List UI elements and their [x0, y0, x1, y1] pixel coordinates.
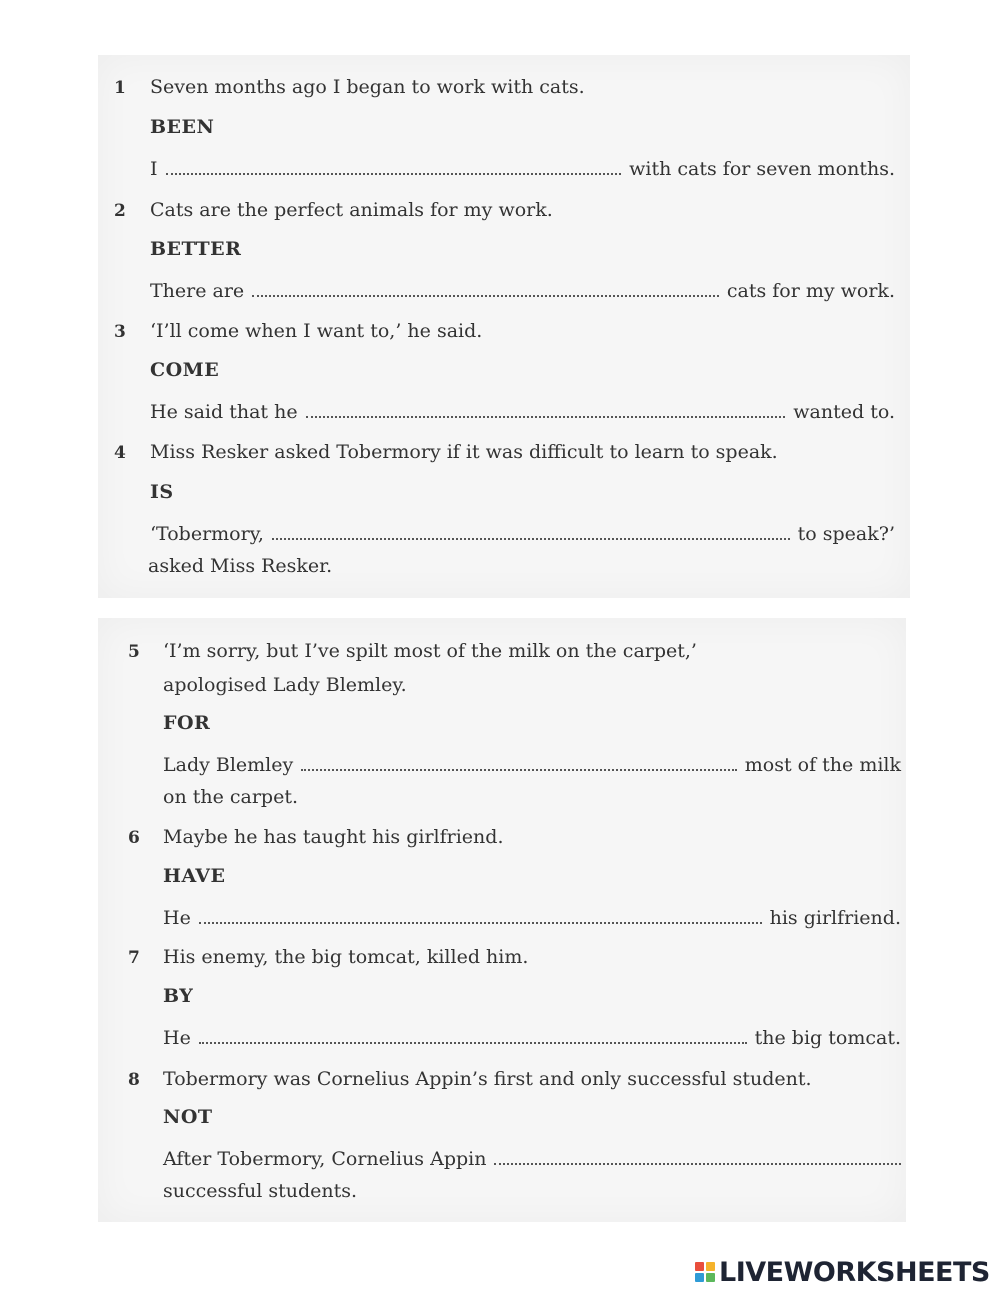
item-sentence: ‘I’ll come when I want to,’ he said.	[150, 320, 483, 342]
item-number: 6	[128, 828, 140, 848]
item-keyword: BEEN	[150, 116, 215, 138]
item-sentence: Seven months ago I began to work with cats.	[150, 76, 585, 98]
answer-end: most of the milk	[744, 754, 901, 776]
answer-line	[150, 522, 895, 546]
answer-end: wanted to.	[793, 401, 895, 423]
answer-start: Lady Blemley	[163, 754, 294, 776]
item-number: 7	[128, 948, 140, 968]
answer-blank[interactable]	[199, 1027, 747, 1044]
answer-end: his girlfriend.	[769, 907, 901, 929]
exercise-panel-2	[98, 618, 906, 1222]
answer-line	[163, 1026, 901, 1050]
answer-line	[163, 1147, 901, 1171]
answer-end: with cats for seven months.	[629, 158, 895, 180]
item-sentence: Maybe he has taught his girlfriend.	[163, 826, 504, 848]
item-number: 3	[114, 322, 126, 342]
item-keyword: NOT	[163, 1106, 213, 1128]
answer-line	[150, 157, 895, 181]
answer-start: He said that he	[150, 401, 298, 423]
liveworksheets-logo-icon	[695, 1262, 715, 1282]
answer-end: the big tomcat.	[754, 1027, 901, 1049]
answer-start: There are	[150, 280, 245, 302]
item-number: 1	[114, 78, 126, 98]
item-keyword: BY	[163, 985, 194, 1007]
item-sentence: ‘I’m sorry, but I’ve spilt most of the milk on the carpet,’	[163, 640, 697, 662]
answer-start: He	[163, 907, 191, 929]
logo-square	[695, 1273, 704, 1282]
brand-name: LIVEWORKSHEETS	[719, 1256, 990, 1288]
answer-blank[interactable]	[494, 1148, 901, 1165]
answer-line	[150, 400, 895, 424]
answer-blank[interactable]	[166, 158, 622, 175]
answer-continuation: asked Miss Resker.	[148, 555, 333, 577]
item-number: 5	[128, 642, 140, 662]
item-sentence: Miss Resker asked Tobermory if it was difficult to learn to speak.	[150, 441, 778, 463]
item-sentence: His enemy, the big tomcat, killed him.	[163, 946, 529, 968]
logo-square	[706, 1262, 715, 1271]
answer-blank[interactable]	[272, 523, 790, 540]
item-number: 2	[114, 201, 126, 221]
item-keyword: COME	[150, 359, 220, 381]
item-keyword: HAVE	[163, 865, 226, 887]
answer-continuation: on the carpet.	[163, 786, 299, 808]
item-sentence-continuation: apologised Lady Blemley.	[163, 674, 407, 696]
item-number: 4	[114, 443, 126, 463]
answer-start: ‘Tobermory,	[150, 523, 264, 545]
logo-square	[695, 1262, 704, 1271]
answer-end: to speak?’	[797, 523, 895, 545]
item-keyword: IS	[150, 481, 174, 503]
answer-start: He	[163, 1027, 191, 1049]
item-number: 8	[128, 1070, 140, 1090]
item-sentence: Tobermory was Cornelius Appin’s first and only successful student.	[163, 1068, 812, 1090]
answer-line	[163, 753, 901, 777]
answer-end: cats for my work.	[726, 280, 895, 302]
answer-blank[interactable]	[301, 754, 737, 771]
logo-square	[706, 1273, 715, 1282]
answer-line	[163, 906, 901, 930]
exercise-panel-1	[98, 55, 910, 598]
answer-start: I	[150, 158, 158, 180]
item-sentence: Cats are the perfect animals for my work.	[150, 199, 553, 221]
answer-blank[interactable]	[306, 401, 786, 418]
answer-start: After Tobermory, Cornelius Appin	[163, 1148, 487, 1170]
item-keyword: FOR	[163, 712, 211, 734]
liveworksheets-logo	[695, 1255, 990, 1289]
answer-blank[interactable]	[199, 907, 762, 924]
item-keyword: BETTER	[150, 238, 242, 260]
answer-continuation: successful students.	[163, 1180, 358, 1202]
answer-blank[interactable]	[252, 280, 719, 297]
answer-line	[150, 279, 895, 303]
